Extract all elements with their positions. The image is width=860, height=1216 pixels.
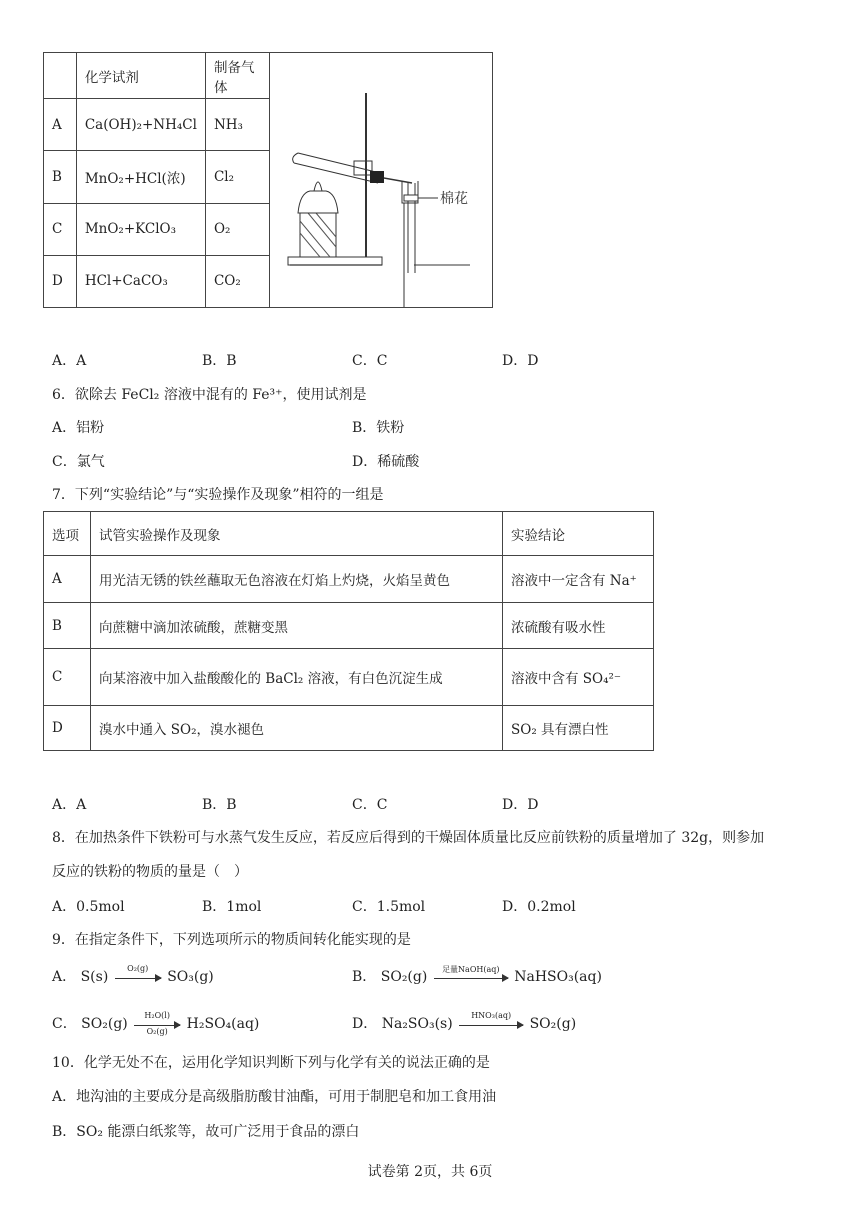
q5-row-reagent: HCl+CaCO₃ — [76, 255, 205, 307]
q9-product: H₂SO₄(aq) — [186, 1016, 260, 1032]
q5-header-gas: 制备气体 — [205, 53, 269, 99]
q5-option-c[interactable]: C．C — [352, 353, 388, 369]
q5-row-label: D — [44, 255, 77, 307]
arrow-condition-above: HNO₃(aq) — [471, 1011, 512, 1020]
q7-row-conclusion: 溶液中含有 SO₄²⁻ — [503, 649, 654, 706]
q9-option-d[interactable] — [352, 1013, 576, 1033]
q9-reactant: SO₂(g) — [81, 1016, 128, 1032]
q7-row-conclusion: SO₂ 具有漂白性 — [503, 706, 654, 751]
q7-row-conclusion: 浓硫酸有吸水性 — [503, 603, 654, 649]
q7-option-c[interactable]: C．C — [352, 797, 388, 813]
q9-product: SO₂(g) — [529, 1016, 577, 1032]
q7-option-a[interactable]: A．A — [52, 797, 87, 813]
q8-stem-line2: 反应的铁粉的物质的量是（ ） — [52, 864, 248, 880]
apparatus-figure — [270, 53, 493, 308]
q5-row-gas: CO₂ — [205, 255, 269, 307]
q9-option-label: A． — [52, 969, 77, 985]
reaction-arrow-icon — [115, 964, 161, 984]
q6-stem: 6．欲除去 FeCl₂ 溶液中混有的 Fe³⁺，使用试剂是 — [52, 387, 367, 403]
q7-row-op: 向某溶液中加入盐酸酸化的 BaCl₂ 溶液，有白色沉淀生成 — [91, 649, 503, 706]
q7-option-b[interactable]: B．B — [202, 797, 237, 813]
q7-row-label: D — [44, 706, 91, 751]
q9-product: NaHSO₃(aq) — [514, 969, 602, 985]
q10-option-a[interactable]: A．地沟油的主要成分是高级脂肪酸甘油酯，可用于制肥皂和加工食用油 — [52, 1089, 497, 1105]
q7-header-option: 选项 — [44, 512, 91, 556]
q7-row-label: C — [44, 649, 91, 706]
q7-row-op: 用光洁无锈的铁丝蘸取无色溶液在灯焰上灼烧，火焰呈黄色 — [91, 556, 503, 603]
q10-stem: 10．化学无处不在，运用化学知识判断下列与化学有关的说法正确的是 — [52, 1055, 490, 1071]
q5-row-label: A — [44, 99, 77, 151]
page-footer: 试卷第 2页，共 6页 — [367, 1164, 493, 1180]
q6-option-d[interactable]: D．稀硫酸 — [352, 454, 420, 470]
q7-row-label: A — [44, 556, 91, 603]
q5-option-d[interactable]: D．D — [502, 353, 539, 369]
q8-option-d[interactable]: D．0.2mol — [502, 899, 576, 915]
q8-stem-line1: 8．在加热条件下铁粉可与水蒸气发生反应，若反应后得到的干燥固体质量比反应前铁粉的质量增加了 32g，则参加 — [52, 830, 765, 846]
q7-row-op: 向蔗糖中滴加浓硫酸，蔗糖变黑 — [91, 603, 503, 649]
q9-reactant: S(s) — [80, 969, 109, 985]
q8-option-b[interactable]: B．1mol — [202, 899, 262, 915]
q7-header-conclusion: 实验结论 — [503, 512, 654, 556]
q5-row-reagent: MnO₂+KClO₃ — [76, 203, 205, 255]
q9-stem: 9．在指定条件下，下列选项所示的物质间转化能实现的是 — [52, 932, 411, 948]
q7-table — [43, 511, 654, 751]
q5-option-b[interactable]: B．B — [202, 353, 237, 369]
q7-option-d[interactable]: D．D — [502, 797, 539, 813]
q5-row-reagent: MnO₂+HCl(浓) — [76, 151, 205, 203]
reaction-arrow-icon — [134, 1011, 180, 1036]
q9-option-label: C． — [52, 1016, 77, 1032]
reaction-arrow-icon — [459, 1011, 523, 1031]
q7-row-conclusion: 溶液中一定含有 Na⁺ — [503, 556, 654, 603]
q9-option-a[interactable] — [52, 966, 214, 986]
q7-row-op: 溴水中通入 SO₂，溴水褪色 — [91, 706, 503, 751]
q5-row-reagent: Ca(OH)₂+NH₄Cl — [76, 99, 205, 151]
q9-reactant: Na₂SO₃(s) — [381, 1016, 453, 1032]
q9-product: SO₃(g) — [167, 969, 214, 985]
arrow-condition-above: O₂(g) — [127, 964, 149, 973]
arrow-condition-above: 足量NaOH(aq) — [442, 965, 500, 974]
q5-header-blank — [44, 53, 77, 99]
q5-row-label: C — [44, 203, 77, 255]
q5-header-reagent: 化学试剂 — [76, 53, 205, 99]
arrow-condition-below: O₂(g) — [146, 1027, 168, 1036]
cotton-label: 棉花 — [440, 191, 468, 207]
arrow-condition-above: H₂O(l) — [144, 1011, 170, 1020]
q7-header-op: 试管实验操作及现象 — [91, 512, 503, 556]
q9-option-label: D． — [352, 1016, 378, 1032]
reaction-arrow-icon — [434, 965, 508, 984]
q5-row-gas: O₂ — [205, 203, 269, 255]
q10-option-b[interactable]: B．SO₂ 能漂白纸浆等，故可广泛用于食品的漂白 — [52, 1124, 360, 1140]
q8-option-c[interactable]: C．1.5mol — [352, 899, 426, 915]
q8-option-a[interactable]: A．0.5mol — [52, 899, 125, 915]
q5-row-label: B — [44, 151, 77, 203]
q7-row-label: B — [44, 603, 91, 649]
q9-option-label: B． — [352, 969, 377, 985]
q5-table — [43, 52, 493, 308]
q6-option-c[interactable]: C．氯气 — [52, 454, 105, 470]
q7-stem: 7．下列“实验结论”与“实验操作及现象”相符的一组是 — [52, 487, 384, 503]
q9-reactant: SO₂(g) — [380, 969, 428, 985]
q5-option-a[interactable]: A．A — [52, 353, 87, 369]
apparatus-diagram — [270, 53, 492, 307]
q5-row-gas: Cl₂ — [205, 151, 269, 203]
q9-option-c[interactable] — [52, 1011, 260, 1036]
q6-option-a[interactable]: A．铝粉 — [52, 420, 105, 436]
q6-option-b[interactable]: B．铁粉 — [352, 420, 405, 436]
q5-row-gas: NH₃ — [205, 99, 269, 151]
q9-option-b[interactable] — [352, 966, 602, 986]
